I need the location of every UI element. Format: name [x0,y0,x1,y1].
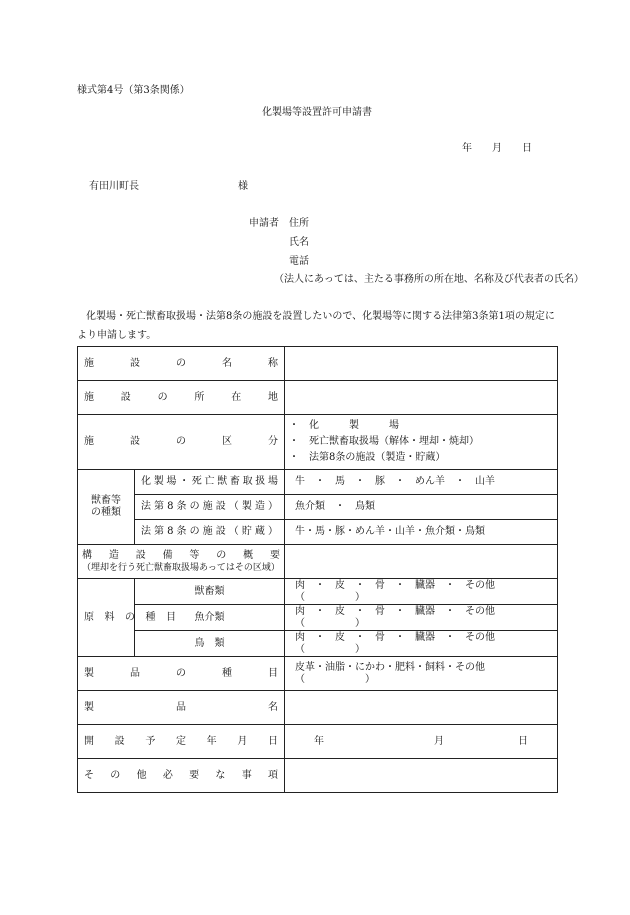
applicant-label: 申請者 [249,218,279,229]
material-row-value-poultry[interactable]: 肉 ・ 皮 ・ 骨 ・ 臓器 ・ その他（ ） [285,631,558,657]
row-product-name [78,691,558,725]
row-livestock-2 [78,495,558,520]
other-label: その他必要な事項 [78,759,285,793]
facility-name-field[interactable] [285,347,558,381]
material-row-value-seafood[interactable]: 肉 ・ 皮 ・ 骨 ・ 臓器 ・ その他（ ） [285,605,558,631]
applicant-note: （法人にあっては、主たる事務所の所在地、名称及び代表者の氏名） [274,274,584,285]
open-date-month: 月 [434,735,444,747]
form-title: 化製場等設置許可申請書 [262,107,372,118]
product-type-label: 製品の種目 [78,657,285,691]
row-open-date [78,725,558,759]
row-facility-location [78,381,558,415]
row-material-1 [78,579,558,605]
facility-location-field[interactable] [285,381,558,415]
applicant-address-label: 住所 [289,218,309,229]
facility-name-label: 施設の名称 [78,347,285,381]
structure-note: （埋却を行う死亡獣畜取扱場あってはその区域） [82,562,280,573]
livestock-row-label-rendering: 化製場・死亡獣畜取扱場 [135,470,285,495]
addressee-name: 有田川町長 [89,181,139,192]
facility-category-options [285,415,558,470]
category-option-rendering-plant[interactable]: ・ 化 製 場 [289,420,399,431]
facility-category-label: 施設の区分 [78,415,285,470]
row-facility-name [78,347,558,381]
date-line: 年 月 日 [462,143,532,154]
facility-location-label: 施設の所在地 [78,381,285,415]
livestock-row-value-manufacture[interactable]: 魚介類 ・ 鳥類 [285,495,558,520]
applicant-phone-label: 電話 [289,256,309,267]
structure-field[interactable] [285,545,558,579]
open-date-year: 年 [314,735,324,747]
category-option-carcass-handling[interactable]: ・ 死亡獣畜取扱場（解体・埋却・焼却） [289,436,479,447]
addressee-honorific: 様 [238,181,248,192]
material-row-label-poultry: 鳥 類 [135,631,285,657]
intro-text-line1: 化製場・死亡獣畜取扱場・法第8条の施設を設置したいので、化製場等に関する法律第3条第1項の規定に [86,311,555,322]
material-row-label-livestock: 獣畜類 [135,579,285,605]
material-row-value-livestock[interactable]: 肉 ・ 皮 ・ 骨 ・ 臓器 ・ その他（ ） [285,579,558,605]
open-date-field[interactable] [285,725,558,759]
row-material-3 [78,631,558,657]
product-name-label: 製品名 [78,691,285,725]
livestock-row-label-manufacture: 法第8条の施設（製造） [135,495,285,520]
row-livestock-1 [78,470,558,495]
other-field[interactable] [285,759,558,793]
product-type-value[interactable]: 皮革・油脂・にかわ・肥料・飼料・その他（ ） [285,657,558,691]
open-date-label: 開設予定年月日 [78,725,285,759]
material-row-label-seafood: 魚介類 [135,605,285,631]
livestock-row-label-storage: 法第8条の施設（貯蔵） [135,520,285,545]
intro-text-line2: より申請します。 [77,330,157,341]
structure-label: 構造設備等の概要 [82,549,280,561]
row-facility-category [78,415,558,470]
livestock-row-value-rendering[interactable]: 牛 ・ 馬 ・ 豚 ・ めん羊 ・ 山羊 [285,470,558,495]
form-number: 様式第4号（第3条関係） [77,85,190,96]
row-other [78,759,558,793]
category-option-article8-facility[interactable]: ・ 法第8条の施設（製造・貯蔵） [289,452,446,463]
row-structure [78,545,558,579]
application-table [77,346,558,793]
livestock-row-value-storage[interactable]: 牛・馬・豚・めん羊・山羊・魚介類・鳥類 [285,520,558,545]
row-product-type [78,657,558,691]
material-type-label: 原料の種目 [78,579,135,657]
applicant-name-label: 氏名 [289,237,309,248]
livestock-type-label: 獣畜等 の種類 [78,470,135,545]
open-date-day: 日 [518,735,528,747]
product-name-field[interactable] [285,691,558,725]
row-livestock-3 [78,520,558,545]
structure-label-cell [78,545,285,579]
